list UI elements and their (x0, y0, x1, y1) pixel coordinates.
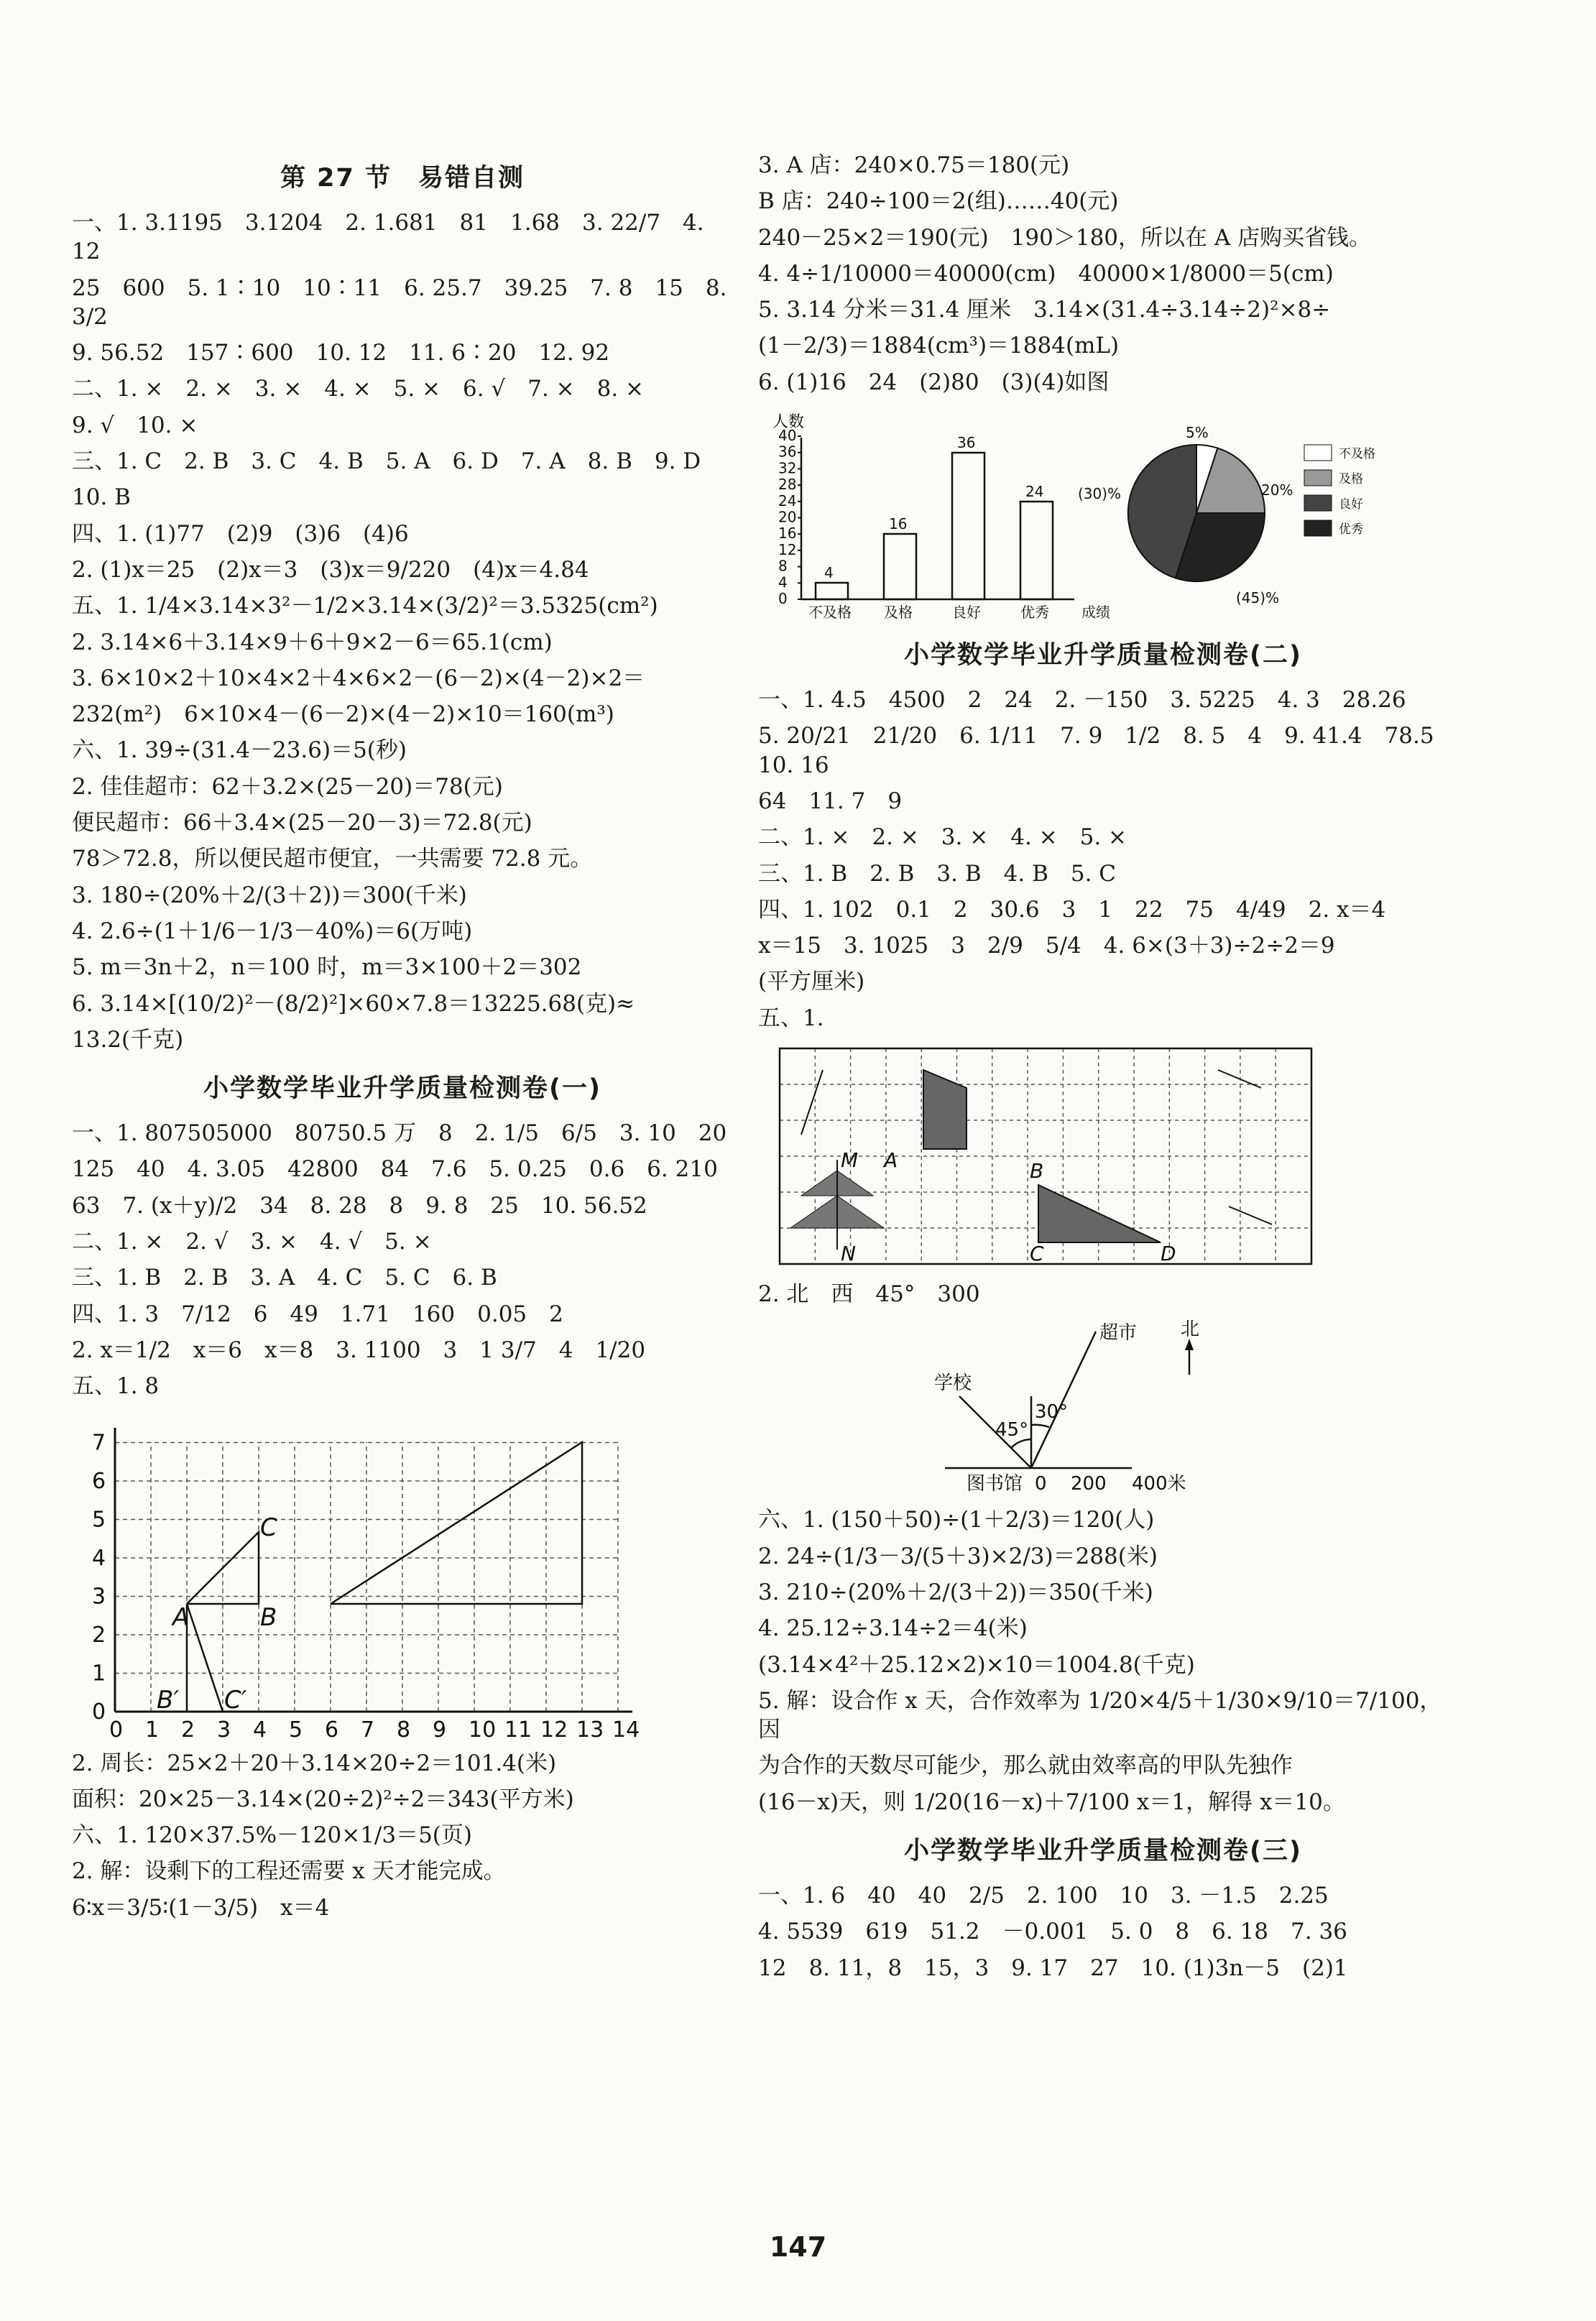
point-label: C (260, 1513, 277, 1542)
answer-line: 为合作的天数尽可能少，那么就由效率高的甲队先独作 (758, 1753, 1293, 1779)
answer-line: 2. 北 西 45° 300 (758, 1281, 980, 1308)
right-column (758, 144, 1457, 1990)
pie-label: 5% (1186, 424, 1209, 442)
y-tick: 5 (92, 1507, 106, 1532)
pie-label: (30)% (1078, 485, 1122, 503)
answer-line: B 店：240÷100＝2(组)……40(元) (758, 188, 1119, 215)
answer-line: 3. 180÷(20%＋2/(3＋2))＝300(千米) (72, 882, 467, 908)
legend-item: 不及格 (1339, 447, 1375, 462)
y-tick: 0 (778, 590, 788, 608)
left-answers-a (72, 208, 733, 1054)
answer-line: 3. 210÷(20%＋2/(3＋2))＝350(千米) (758, 1579, 1153, 1605)
answer-line: 一、1. 4.5 4500 2 24 2. －150 3. 5225 4. 3 28.26 (758, 687, 1406, 714)
y-tick: 28 (778, 476, 797, 494)
transformation-grid-figure (758, 1041, 1319, 1271)
direction-map-figure (758, 1317, 1319, 1497)
answer-line: 2. 24÷(1/3－3/(5＋3)×2/3)＝288(米) (758, 1543, 1158, 1569)
answer-line: 6. 3.14×[(10/2)²－(8/2)²]×60×7.8＝13225.68(克)≈ (72, 990, 635, 1017)
left-answers-b (72, 1119, 733, 1401)
answer-line: 4. 5539 619 51.2 －0.001 5. 0 8 6. 18 7. 36 (758, 1919, 1347, 1945)
exam1-title: 小学数学毕业升学质量检测卷(一) (203, 1074, 601, 1104)
answer-line: (1－2/3)＝1884(cm³)＝1884(mL) (758, 333, 1120, 359)
answer-line: 2. 佳佳超市：62＋3.2×(25－20)＝78(元) (72, 773, 503, 800)
answer-line: x＝15 3. 1025 3 2/9 5/4 4. 6×(3＋3)÷2÷2＝9 (758, 933, 1335, 959)
direction-label: 学校 (934, 1372, 972, 1395)
legend-item: 优秀 (1339, 522, 1363, 537)
x-tick: 0 (109, 1717, 124, 1740)
y-tick: 7 (92, 1430, 106, 1455)
x-tick: 10 (469, 1717, 497, 1740)
answer-line: 4. 2.6÷(1＋1/6－1/3－40%)＝6(万吨) (72, 918, 473, 944)
x-tick: 6 (325, 1717, 339, 1740)
direction-label: 45° (995, 1419, 1029, 1441)
answer-line: (16－x)天，则 1/20(16－x)＋7/100 x＝1，解得 x＝10。 (758, 1789, 1345, 1815)
scale-label: 0 (1035, 1473, 1047, 1495)
scale-label: 200 (1071, 1473, 1107, 1495)
y-tick: 3 (92, 1584, 106, 1609)
answer-line: (3.14×4²＋25.12×2)×10＝1004.8(千克) (758, 1651, 1195, 1678)
answer-line: 面积：20×25－3.14×(20÷2)²÷2＝343(平方米) (72, 1786, 574, 1812)
x-tick: 2 (181, 1717, 195, 1740)
answer-line: 4. 25.12÷3.14÷2＝4(米) (758, 1615, 1028, 1642)
pie-chart (1128, 445, 1265, 581)
answer-line: 一、1. 807505000 80750.5 万 8 2. 1/5 6/5 3. 10 20 (72, 1120, 727, 1147)
answer-line: 六、1. 39÷(31.4－23.6)＝5(秒) (72, 737, 407, 764)
x-tick: 不及格 (808, 604, 852, 622)
pie-label: 20% (1261, 481, 1293, 499)
x-tick: 良好 (952, 604, 981, 622)
answer-line: 125 40 4. 3.05 42800 84 7.6 5. 0.25 0.6 6. 210 (72, 1156, 718, 1183)
point-label: B′ (157, 1685, 180, 1715)
answer-line: 三、1. B 2. B 3. B 4. B 5. C (758, 860, 1116, 887)
y-tick: 32 (778, 459, 797, 477)
point-label: B (1030, 1159, 1044, 1183)
answer-line: 六、1. (150＋50)÷(1＋2/3)＝120(人) (758, 1507, 1155, 1533)
x-tick: 5 (289, 1717, 303, 1740)
answer-line: 240－25×2＝190(元) 190＞180，所以在 A 店购买省钱。 (758, 224, 1372, 251)
answer-line: 6. (1)16 24 (2)80 (3)(4)如图 (758, 369, 1110, 395)
point-label: N (841, 1242, 856, 1266)
point-label: C (1030, 1242, 1044, 1266)
answer-line: 六、1. 120×37.5%－120×1/3＝5(页) (72, 1822, 473, 1849)
answer-line: 12 8. 11，8 15，3 9. 17 27 10. (1)3n－5 (2)1 (758, 1955, 1348, 1981)
answer-line: 10. B (72, 484, 131, 511)
y-tick: 1 (92, 1661, 106, 1686)
y-tick: 20 (778, 508, 797, 526)
exam2-title: 小学数学毕业升学质量检测卷(二) (904, 641, 1302, 670)
answer-line: 三、1. B 2. B 3. A 4. C 5. C 6. B (72, 1265, 497, 1291)
answer-line: 一、1. 6 40 40 2/5 2. 100 10 3. －1.5 2.25 (758, 1883, 1329, 1909)
answer-line: 5. 20/21 21/20 6. 1/11 7. 9 1/2 8. 5 4 9. 41.4 78.5 10. 16 (758, 723, 1457, 778)
answer-line: 63 7. (x＋y)/2 34 8. 28 8 9. 8 25 10. 56.52 (72, 1192, 647, 1219)
y-tick: 8 (778, 557, 788, 575)
bar-pass (884, 534, 916, 599)
svg-text:16: 16 (889, 515, 908, 533)
x-tick: 11 (504, 1717, 532, 1740)
right-answers-c (758, 1505, 1448, 1817)
answer-line: 四、1. 102 0.1 2 30.6 3 1 22 75 4/49 2. x＝4 (758, 896, 1386, 923)
answer-line: 五、1. 1/4×3.14×3²－1/2×3.14×(3/2)²＝3.5325(cm²) (72, 593, 658, 619)
right-answers-d (758, 1881, 1448, 1983)
y-tick: 4 (778, 573, 788, 591)
answer-line: 9. √ 10. × (72, 412, 198, 438)
direction-label: 图书馆 (967, 1473, 1023, 1495)
coordinate-grid-figure (72, 1410, 661, 1740)
answer-line: 2. 3.14×6＋3.14×9＋6＋9×2－6＝65.1(cm) (72, 629, 553, 655)
chart-y-label: 人数 (772, 413, 805, 432)
answer-line: 78＞72.8，所以便民超市便宜，一共需要 72.8 元。 (72, 846, 593, 872)
answer-line: 5. 解：设合作 x 天，合作效率为 1/20×4/5＋1/30×9/10＝7/100，因 (758, 1687, 1442, 1743)
answer-line: 5. 3.14 分米＝31.4 厘米 3.14×(31.4÷3.14÷2)²×8÷ (758, 297, 1331, 323)
y-tick: 12 (778, 540, 797, 558)
y-tick: 2 (92, 1622, 106, 1648)
answer-line: 6∶x＝3/5∶(1－3/5) x＝4 (72, 1894, 330, 1921)
point-label: A (172, 1602, 190, 1632)
point-label: B (260, 1602, 277, 1632)
pie-label: (45)% (1236, 589, 1280, 607)
exam3-title: 小学数学毕业升学质量检测卷(三) (904, 1837, 1302, 1866)
x-tick: 9 (433, 1717, 447, 1740)
left-column (72, 144, 733, 1929)
x-tick: 3 (217, 1717, 231, 1740)
answer-line: 四、1. (1)77 (2)9 (3)6 (4)6 (72, 520, 409, 547)
y-tick: 6 (92, 1468, 106, 1494)
answer-line: 五、1. (758, 1005, 824, 1031)
answer-line: 2. 周长：25×2＋20＋3.14×20÷2＝101.4(米) (72, 1750, 557, 1776)
answer-line: 五、1. 8 (72, 1373, 160, 1400)
answer-line: 2. 解：设剩下的工程还需要 x 天才能完成。 (72, 1858, 506, 1885)
answer-line: 2. (1)x＝25 (2)x＝3 (3)x＝9/220 (4)x＝4.84 (72, 556, 589, 583)
y-tick: 40 (778, 427, 797, 445)
x-tick: 1 (145, 1717, 160, 1740)
answer-line: 13.2(千克) (72, 1026, 184, 1053)
answer-line: 便民超市：66＋3.4×(25－20－3)＝72.8(元) (72, 810, 532, 836)
answer-line: 一、1. 3.1195 3.1204 2. 1.681 81 1.68 3. 22/7 4. 12 (72, 210, 711, 265)
point-label: C′ (224, 1685, 247, 1715)
x-tick: 优秀 (1020, 604, 1049, 622)
svg-text:36: 36 (957, 434, 976, 452)
svg-text:4: 4 (824, 564, 834, 582)
y-tick: 4 (92, 1545, 106, 1571)
legend-item: 良好 (1339, 497, 1363, 512)
x-tick: 4 (253, 1717, 267, 1740)
direction-label: 30° (1035, 1401, 1069, 1423)
right-answers-a (758, 151, 1448, 397)
section-title: 第 27 节 易错自测 (280, 164, 525, 193)
answer-line: 232(m²) 6×10×4－(6－2)×(4－2)×10＝160(m³) (72, 701, 614, 728)
answer-line: 2. x＝1/2 x＝6 x＝8 3. 1100 3 1 3/7 4 1/20 (72, 1337, 646, 1363)
answer-line: 4. 4÷1/10000＝40000(cm) 40000×1/8000＝5(cm) (758, 260, 1334, 287)
right-answers-b (758, 686, 1457, 1033)
answer-line: 三、1. C 2. B 3. C 4. B 5. A 6. D 7. A 8. B 9. D (72, 448, 701, 475)
page-number: 147 (769, 2231, 827, 2263)
point-label: A (884, 1148, 898, 1173)
x-tick: 8 (397, 1717, 411, 1740)
svg-text:24: 24 (1025, 483, 1044, 501)
bar-good (952, 453, 984, 599)
answer-line: 64 11. 7 9 (758, 788, 903, 814)
bar-excellent (1020, 502, 1053, 599)
y-tick: 0 (92, 1699, 106, 1725)
answer-line: 25 600 5. 1∶10 10∶11 6. 25.7 39.25 7. 8 15 8. 3/2 (72, 274, 734, 330)
answer-line: 二、1. × 2. × 3. × 4. × 5. × (758, 824, 1127, 851)
bar-fail (816, 583, 848, 599)
answer-line: 3. 6×10×2＋10×4×2＋4×6×2－(6－2)×(4－2)×2＝ (72, 665, 645, 691)
y-tick: 24 (778, 492, 797, 509)
answer-line: 二、1. × 2. √ 3. × 4. √ 5. × (72, 1229, 432, 1255)
score-charts-figure (758, 405, 1448, 621)
left-answers-c (72, 1749, 733, 1922)
direction-label: 超市 (1099, 1322, 1138, 1344)
x-tick: 13 (576, 1717, 604, 1740)
x-tick: 12 (540, 1717, 568, 1740)
answer-line: 5. m＝3n＋2，n＝100 时，m＝3×100＋2＝302 (72, 954, 582, 981)
point-label: D (1161, 1242, 1176, 1266)
x-tick: 14 (612, 1717, 640, 1740)
point-label: M (841, 1148, 859, 1173)
answer-line: 二、1. × 2. × 3. × 4. × 5. × 6. √ 7. × 8. × (72, 376, 645, 402)
legend-item: 及格 (1339, 472, 1363, 487)
x-tick: 及格 (884, 604, 913, 622)
y-tick: 36 (778, 443, 797, 461)
answer-line: 四、1. 3 7/12 6 49 1.71 160 0.05 2 (72, 1301, 563, 1327)
x-tick: 7 (361, 1717, 375, 1740)
answer-line: (平方厘米) (758, 969, 865, 995)
answer-line: 9. 56.52 157∶600 10. 12 11. 6∶20 12. 92 (72, 340, 610, 366)
y-tick: 16 (778, 525, 797, 543)
chart-x-label: 成绩 (1081, 604, 1110, 622)
direction-label: 北 (1181, 1319, 1200, 1341)
answer-line: 3. A 店：240×0.75＝180(元) (758, 152, 1070, 178)
scale-label: 400米 (1132, 1473, 1186, 1495)
